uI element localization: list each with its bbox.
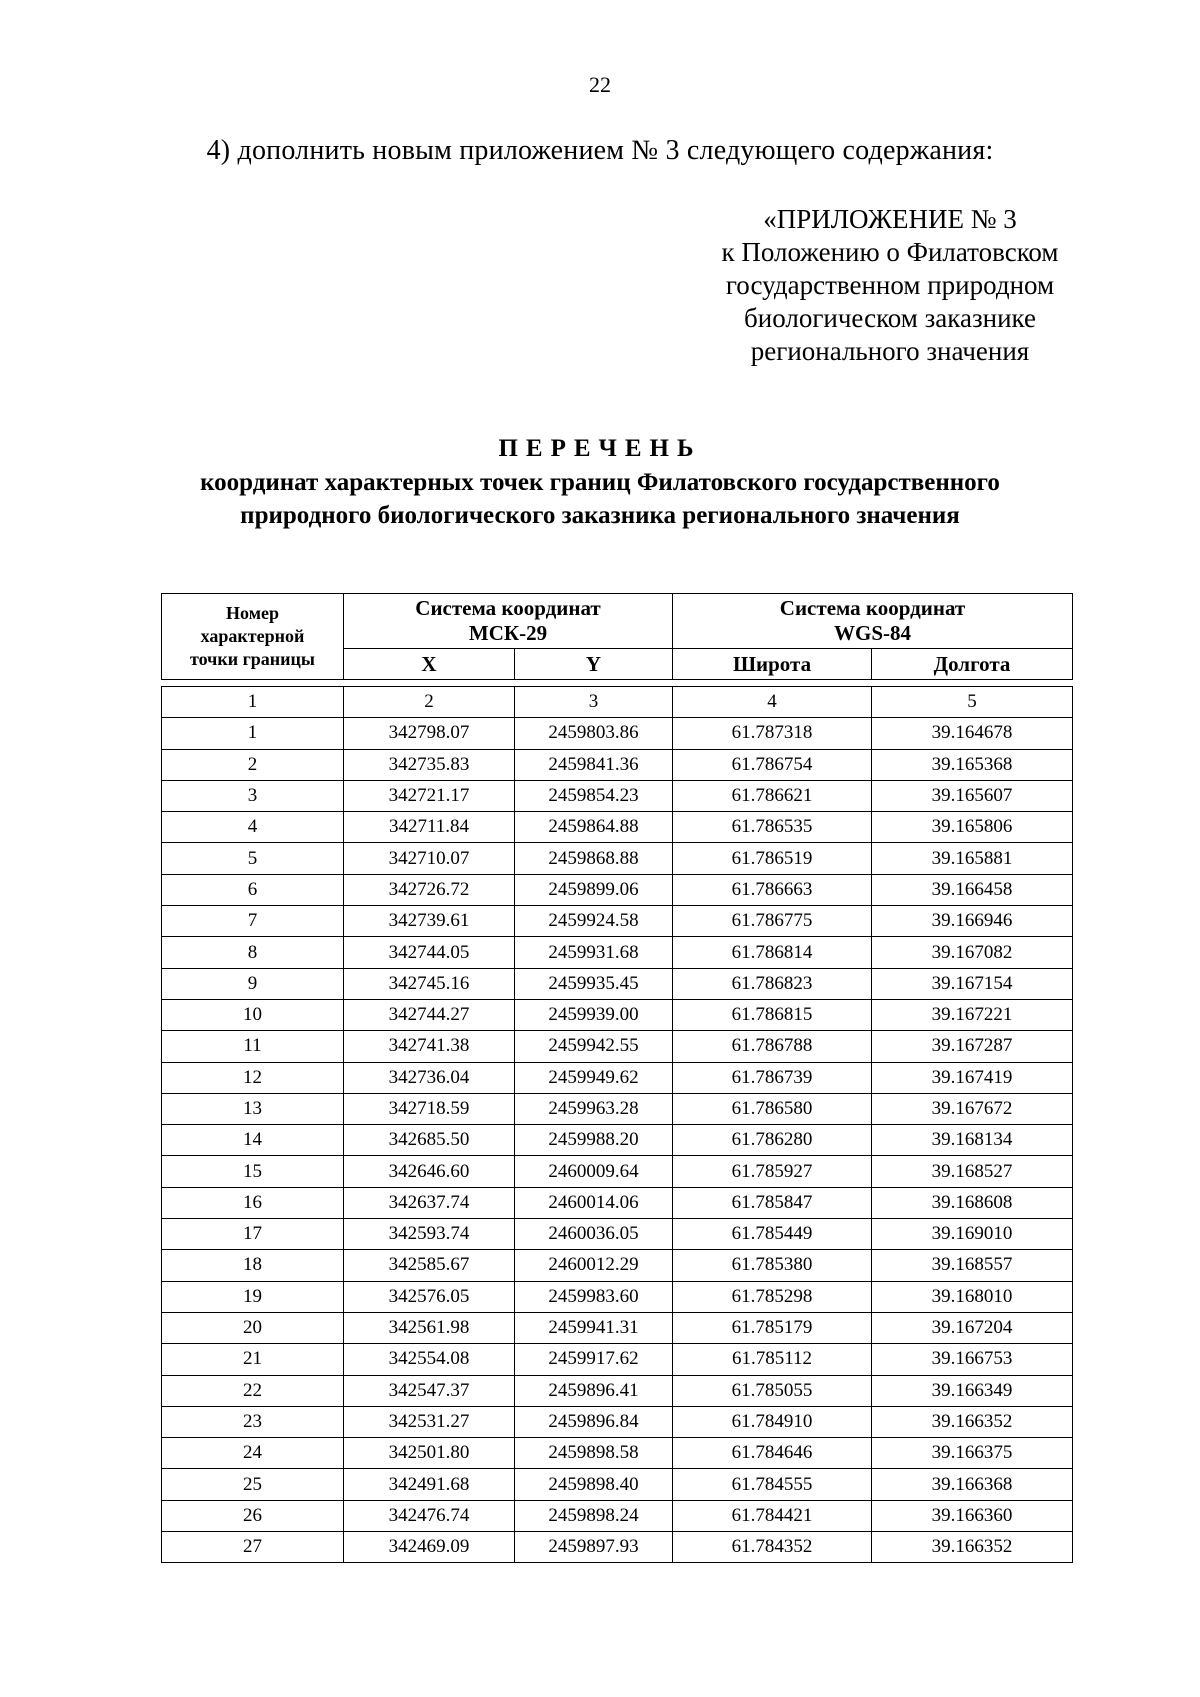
table-row bbox=[162, 1187, 1073, 1218]
cell-y: 2459854.23 bbox=[515, 780, 673, 811]
cell-latitude: 61.786739 bbox=[673, 1062, 872, 1093]
cell-latitude: 61.787318 bbox=[673, 718, 872, 749]
cell-point-number: 19 bbox=[162, 1281, 344, 1312]
cell-point-number: 9 bbox=[162, 968, 344, 999]
cell-point-number: 14 bbox=[162, 1125, 344, 1156]
column-number: 1 bbox=[162, 687, 344, 718]
cell-y: 2459841.36 bbox=[515, 749, 673, 780]
cell-y: 2459803.86 bbox=[515, 718, 673, 749]
header-msk29-line: МСК-29 bbox=[468, 621, 548, 645]
cell-latitude: 61.785380 bbox=[673, 1250, 872, 1281]
table-row bbox=[162, 718, 1073, 749]
cell-longitude: 39.167221 bbox=[872, 999, 1073, 1030]
cell-point-number: 1 bbox=[162, 718, 344, 749]
cell-point-number: 12 bbox=[162, 1062, 344, 1093]
table-row bbox=[162, 1500, 1073, 1531]
cell-x: 342711.84 bbox=[344, 812, 515, 843]
cell-point-number: 5 bbox=[162, 843, 344, 874]
cell-x: 342593.74 bbox=[344, 1219, 515, 1250]
cell-latitude: 61.784352 bbox=[673, 1532, 872, 1563]
cell-y: 2459988.20 bbox=[515, 1125, 673, 1156]
cell-latitude: 61.786815 bbox=[673, 999, 872, 1030]
cell-x: 342561.98 bbox=[344, 1312, 515, 1343]
cell-x: 342554.08 bbox=[344, 1344, 515, 1375]
cell-longitude: 39.165806 bbox=[872, 812, 1073, 843]
column-number: 4 bbox=[673, 687, 872, 718]
cell-x: 342710.07 bbox=[344, 843, 515, 874]
cell-longitude: 39.168134 bbox=[872, 1125, 1073, 1156]
page-number: 22 bbox=[589, 72, 611, 97]
table-row bbox=[162, 1375, 1073, 1406]
cell-latitude: 61.786663 bbox=[673, 874, 872, 905]
cell-x: 342637.74 bbox=[344, 1187, 515, 1218]
cell-point-number: 17 bbox=[162, 1219, 344, 1250]
title-subtitle-line: координат характерных точек границ Филатовского государственного bbox=[200, 469, 1000, 496]
cell-longitude: 39.168010 bbox=[872, 1281, 1073, 1312]
cell-x: 342735.83 bbox=[344, 749, 515, 780]
cell-y: 2459939.00 bbox=[515, 999, 673, 1030]
cell-latitude: 61.786775 bbox=[673, 906, 872, 937]
cell-y: 2459949.62 bbox=[515, 1062, 673, 1093]
cell-latitude: 61.784555 bbox=[673, 1469, 872, 1500]
cell-point-number: 21 bbox=[162, 1344, 344, 1375]
cell-longitude: 39.164678 bbox=[872, 718, 1073, 749]
cell-y: 2460036.05 bbox=[515, 1219, 673, 1250]
appendix-line: биологическом заказнике bbox=[744, 303, 1036, 333]
appendix-line: государственном природном bbox=[725, 270, 1055, 300]
cell-point-number: 10 bbox=[162, 999, 344, 1030]
table-row bbox=[162, 1469, 1073, 1500]
cell-latitude: 61.786788 bbox=[673, 1031, 872, 1062]
cell-point-number: 18 bbox=[162, 1250, 344, 1281]
table-row bbox=[162, 1062, 1073, 1093]
table-row bbox=[162, 1532, 1073, 1563]
cell-point-number: 25 bbox=[162, 1469, 344, 1500]
cell-point-number: 27 bbox=[162, 1532, 344, 1563]
cell-x: 342739.61 bbox=[344, 906, 515, 937]
cell-point-number: 7 bbox=[162, 906, 344, 937]
cell-y: 2459983.60 bbox=[515, 1281, 673, 1312]
cell-x: 342745.16 bbox=[344, 968, 515, 999]
cell-latitude: 61.785055 bbox=[673, 1375, 872, 1406]
cell-point-number: 20 bbox=[162, 1312, 344, 1343]
cell-latitude: 61.785179 bbox=[673, 1312, 872, 1343]
table-row bbox=[162, 1031, 1073, 1062]
cell-longitude: 39.166458 bbox=[872, 874, 1073, 905]
cell-latitude: 61.786814 bbox=[673, 937, 872, 968]
title-subtitle-line: природного биологического заказника регионального значения bbox=[240, 502, 960, 529]
cell-point-number: 13 bbox=[162, 1093, 344, 1124]
appendix-line: «ПРИЛОЖЕНИЕ № 3 bbox=[763, 204, 1017, 234]
header-longitude: Долгота bbox=[872, 649, 1073, 680]
cell-x: 342798.07 bbox=[344, 718, 515, 749]
cell-point-number: 24 bbox=[162, 1438, 344, 1469]
cell-y: 2460012.29 bbox=[515, 1250, 673, 1281]
cell-y: 2459941.31 bbox=[515, 1312, 673, 1343]
cell-y: 2459897.93 bbox=[515, 1532, 673, 1563]
header-y: Y bbox=[515, 649, 673, 680]
table-row bbox=[162, 1406, 1073, 1437]
cell-longitude: 39.166753 bbox=[872, 1344, 1073, 1375]
cell-x: 342491.68 bbox=[344, 1469, 515, 1500]
cell-y: 2459896.41 bbox=[515, 1375, 673, 1406]
cell-longitude: 39.167287 bbox=[872, 1031, 1073, 1062]
cell-latitude: 61.786580 bbox=[673, 1093, 872, 1124]
cell-x: 342726.72 bbox=[344, 874, 515, 905]
cell-longitude: 39.166946 bbox=[872, 906, 1073, 937]
header-msk29 bbox=[344, 594, 673, 649]
cell-latitude: 61.786280 bbox=[673, 1125, 872, 1156]
cell-longitude: 39.168608 bbox=[872, 1187, 1073, 1218]
table-row bbox=[162, 1344, 1073, 1375]
table-header bbox=[162, 594, 1073, 680]
table-row bbox=[162, 780, 1073, 811]
cell-latitude: 61.784910 bbox=[673, 1406, 872, 1437]
cell-y: 2459898.40 bbox=[515, 1469, 673, 1500]
table-row bbox=[162, 812, 1073, 843]
cell-latitude: 61.786823 bbox=[673, 968, 872, 999]
cell-x: 342585.67 bbox=[344, 1250, 515, 1281]
cell-point-number: 26 bbox=[162, 1500, 344, 1531]
cell-longitude: 39.166352 bbox=[872, 1406, 1073, 1437]
header-point-number-line: точки границы bbox=[190, 649, 315, 669]
cell-y: 2459924.58 bbox=[515, 906, 673, 937]
cell-x: 342547.37 bbox=[344, 1375, 515, 1406]
cell-y: 2459935.45 bbox=[515, 968, 673, 999]
table-row bbox=[162, 968, 1073, 999]
cell-y: 2459899.06 bbox=[515, 874, 673, 905]
cell-longitude: 39.167154 bbox=[872, 968, 1073, 999]
cell-y: 2459898.24 bbox=[515, 1500, 673, 1531]
column-number: 3 bbox=[515, 687, 673, 718]
table-row bbox=[162, 843, 1073, 874]
cell-x: 342685.50 bbox=[344, 1125, 515, 1156]
cell-longitude: 39.168557 bbox=[872, 1250, 1073, 1281]
cell-y: 2459931.68 bbox=[515, 937, 673, 968]
cell-x: 342741.38 bbox=[344, 1031, 515, 1062]
cell-longitude: 39.167419 bbox=[872, 1062, 1073, 1093]
cell-longitude: 39.166349 bbox=[872, 1375, 1073, 1406]
table-row bbox=[162, 1093, 1073, 1124]
cell-latitude: 61.785847 bbox=[673, 1187, 872, 1218]
cell-longitude: 39.168527 bbox=[872, 1156, 1073, 1187]
table-row bbox=[162, 874, 1073, 905]
header-latitude: Широта bbox=[673, 649, 872, 680]
cell-longitude: 39.169010 bbox=[872, 1219, 1073, 1250]
cell-latitude: 61.786519 bbox=[673, 843, 872, 874]
cell-longitude: 39.167082 bbox=[872, 937, 1073, 968]
table-row bbox=[162, 1438, 1073, 1469]
cell-point-number: 22 bbox=[162, 1375, 344, 1406]
header-msk29-line: Система координат bbox=[415, 596, 601, 620]
cell-longitude: 39.165368 bbox=[872, 749, 1073, 780]
cell-y: 2459868.88 bbox=[515, 843, 673, 874]
cell-point-number: 15 bbox=[162, 1156, 344, 1187]
cell-point-number: 6 bbox=[162, 874, 344, 905]
cell-y: 2459963.28 bbox=[515, 1093, 673, 1124]
appendix-header bbox=[690, 203, 1090, 368]
cell-latitude: 61.785298 bbox=[673, 1281, 872, 1312]
cell-x: 342501.80 bbox=[344, 1438, 515, 1469]
intro-paragraph: 4) дополнить новым приложением № 3 следующего содержания: bbox=[206, 135, 994, 166]
appendix-line: к Положению о Филатовском bbox=[721, 237, 1059, 267]
table-row bbox=[162, 1125, 1073, 1156]
column-number: 2 bbox=[344, 687, 515, 718]
cell-x: 342469.09 bbox=[344, 1532, 515, 1563]
header-point-number-line: Номер bbox=[226, 603, 279, 623]
cell-x: 342744.05 bbox=[344, 937, 515, 968]
cell-y: 2459917.62 bbox=[515, 1344, 673, 1375]
cell-point-number: 3 bbox=[162, 780, 344, 811]
cell-point-number: 11 bbox=[162, 1031, 344, 1062]
cell-longitude: 39.167204 bbox=[872, 1312, 1073, 1343]
header-point-number bbox=[162, 594, 344, 680]
cell-point-number: 4 bbox=[162, 812, 344, 843]
cell-x: 342744.27 bbox=[344, 999, 515, 1030]
table-row bbox=[162, 1312, 1073, 1343]
table-row bbox=[162, 937, 1073, 968]
coordinates-table bbox=[161, 593, 1073, 1563]
table-spacer bbox=[162, 680, 1073, 687]
cell-x: 342531.27 bbox=[344, 1406, 515, 1437]
table-row bbox=[162, 1156, 1073, 1187]
title-main: ПЕРЕЧЕНЬ bbox=[498, 435, 702, 462]
cell-latitude: 61.785112 bbox=[673, 1344, 872, 1375]
cell-y: 2460009.64 bbox=[515, 1156, 673, 1187]
cell-latitude: 61.784421 bbox=[673, 1500, 872, 1531]
header-wgs84-line: Система координат bbox=[779, 596, 966, 620]
cell-latitude: 61.786535 bbox=[673, 812, 872, 843]
header-wgs84 bbox=[673, 594, 1073, 649]
cell-x: 342476.74 bbox=[344, 1500, 515, 1531]
cell-y: 2459942.55 bbox=[515, 1031, 673, 1062]
cell-point-number: 8 bbox=[162, 937, 344, 968]
cell-point-number: 16 bbox=[162, 1187, 344, 1218]
header-point-number-line: характерной bbox=[200, 626, 305, 646]
cell-x: 342718.59 bbox=[344, 1093, 515, 1124]
column-number: 5 bbox=[872, 687, 1073, 718]
cell-point-number: 2 bbox=[162, 749, 344, 780]
document-title bbox=[0, 432, 1200, 532]
cell-longitude: 39.166360 bbox=[872, 1500, 1073, 1531]
cell-latitude: 61.786754 bbox=[673, 749, 872, 780]
cell-longitude: 39.166368 bbox=[872, 1469, 1073, 1500]
cell-y: 2459896.84 bbox=[515, 1406, 673, 1437]
cell-y: 2459864.88 bbox=[515, 812, 673, 843]
table-row bbox=[162, 1219, 1073, 1250]
cell-point-number: 23 bbox=[162, 1406, 344, 1437]
cell-latitude: 61.785449 bbox=[673, 1219, 872, 1250]
cell-y: 2460014.06 bbox=[515, 1187, 673, 1218]
cell-longitude: 39.165607 bbox=[872, 780, 1073, 811]
table-row bbox=[162, 749, 1073, 780]
table-row bbox=[162, 906, 1073, 937]
cell-latitude: 61.786621 bbox=[673, 780, 872, 811]
cell-y: 2459898.58 bbox=[515, 1438, 673, 1469]
header-wgs84-line: WGS-84 bbox=[834, 621, 912, 645]
cell-latitude: 61.785927 bbox=[673, 1156, 872, 1187]
table-row bbox=[162, 999, 1073, 1030]
cell-x: 342736.04 bbox=[344, 1062, 515, 1093]
table-row bbox=[162, 1250, 1073, 1281]
header-x: X bbox=[344, 649, 515, 680]
cell-x: 342721.17 bbox=[344, 780, 515, 811]
cell-x: 342576.05 bbox=[344, 1281, 515, 1312]
cell-latitude: 61.784646 bbox=[673, 1438, 872, 1469]
cell-longitude: 39.167672 bbox=[872, 1093, 1073, 1124]
table-body bbox=[162, 680, 1073, 1563]
cell-longitude: 39.165881 bbox=[872, 843, 1073, 874]
cell-longitude: 39.166352 bbox=[872, 1532, 1073, 1563]
cell-longitude: 39.166375 bbox=[872, 1438, 1073, 1469]
column-numbers-row bbox=[162, 687, 1073, 718]
table-row bbox=[162, 1281, 1073, 1312]
appendix-line: регионального значения bbox=[750, 336, 1030, 366]
cell-x: 342646.60 bbox=[344, 1156, 515, 1187]
